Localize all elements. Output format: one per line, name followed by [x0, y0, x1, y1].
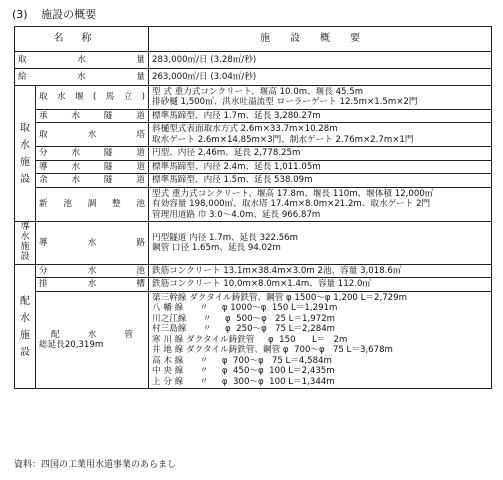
- intake-volume-label: 取水量: [15, 52, 149, 69]
- facility-table: [14, 26, 492, 389]
- pipe-name: 配水管: [51, 329, 133, 340]
- row-name: 排水槽: [36, 278, 149, 291]
- table-row: [15, 222, 492, 265]
- table-header-row: [15, 27, 492, 52]
- section-heading: [12, 6, 96, 22]
- row-description: 鉄筋コンクリート 10.0m×8.0m×1.4m、容量 112.0㎥: [149, 278, 492, 291]
- intake-volume-value: 283,000㎥/日 (3.28㎥/秒): [149, 52, 492, 69]
- row-description: 標準馬蹄型、内径 1.7m、延長 3,280.27m: [149, 109, 492, 122]
- row-description: 型 式 重力式コンクリート、堰高 10.0m、堰長 45.5m 排砂樋 1,500㎥、洪水吐溢流型 ローラーゲート 12.5m×1.5m×2門: [149, 86, 492, 110]
- row-name: 分水池: [36, 264, 149, 277]
- table-row: [15, 147, 492, 160]
- header-description: 施設概要: [149, 27, 492, 52]
- row-description: 円型隧道 内径 1.7m、延長 322.56m 鋼管 口径 1.65m、延長 94.02m: [149, 222, 492, 265]
- table-row: [15, 264, 492, 277]
- conveyance-category-label: 導水施設: [15, 222, 36, 265]
- pipe-lines-list: 第三幹線 ダクタイル鋳鉄管、鋼管 φ 1500～φ 1,200 L＝2,729m 八 幡 線 〃 φ 1000～φ 150 L＝1,291m 川之江線 〃 φ 500～φ 25 L＝1,972m 村三島線 〃 φ 250～φ 75 L＝2,284m 寒 川 線 ダクタイル鋳鉄管 φ 150 L＝ 2m 井 地 線 ダクタイル鋳鉄管、鋼管 φ 700～φ 75 L＝3,678m 高 木 線 〃 φ 700～φ 75 L＝4,584m 中 央 線 〃 φ 450～φ 100 L＝2,435m 上 分 線 〃 φ 300～φ 100 L＝1,344m: [149, 291, 492, 388]
- distribution-category-label: 配水施設: [15, 264, 36, 388]
- row-name: 取水堰(馬立): [36, 86, 149, 110]
- section-number: (3): [12, 8, 28, 21]
- table-row: [15, 278, 492, 291]
- row-description: 型式 重力式コンクリート、堰高 17.8m、堰長 110m、堰体積 12,000㎥ 有効容量 198,000㎥、取水塔 17.4m×8.0m×21.2m、取水ゲート 2門 管理用道路 巾 3.0～4.0m、延長 966.87m: [149, 187, 492, 221]
- row-name: 取水塔: [36, 123, 149, 147]
- table-row: [15, 187, 492, 221]
- row-name: 分水隧道: [36, 147, 149, 160]
- supply-volume-value: 263,000㎥/日 (3.04㎥/秒): [149, 69, 492, 86]
- row-description: 標準馬蹄型、内径 1.5m、延長 538.09m: [149, 174, 492, 187]
- intake-category-label: 取水施設: [15, 86, 36, 222]
- row-description: 斜樋型式表面取水方式 2.6m×33.7m×10.28m 取水ゲート 2.6m×14.85m×3門、制水ゲート 2.76m×2.7m×1門: [149, 123, 492, 147]
- table-row: [15, 86, 492, 110]
- row-name: 導水路: [36, 222, 149, 265]
- row-name: 新池調整池: [36, 187, 149, 221]
- table-row-supply-volume: [15, 69, 492, 86]
- pipe-total-length: 総延長20,319m: [39, 340, 104, 351]
- table-row: [15, 174, 492, 187]
- table-row: [15, 291, 492, 388]
- supply-volume-label: 給水量: [15, 69, 149, 86]
- row-description: 円型、内径 2.46m、延長 2,778.25m: [149, 147, 492, 160]
- row-name: 余水隧道: [36, 174, 149, 187]
- table-row-intake-volume: [15, 52, 492, 69]
- section-title: 施設の概要: [41, 8, 97, 21]
- table-row: [15, 123, 492, 147]
- row-description: 鉄筋コンクリート 13.1m×38.4m×3.0m 2池、容量 3,018.6㎥: [149, 264, 492, 277]
- pipe-name-cell: [36, 291, 149, 388]
- row-name: 導水隧道: [36, 160, 149, 173]
- row-description: 標準馬蹄型、内径 2.4m、延長 1,011.05m: [149, 160, 492, 173]
- source-note: 資料：四国の工業用水道事業のあらまし: [14, 460, 177, 470]
- row-name: 承水隧道: [36, 109, 149, 122]
- header-name: 名称: [15, 27, 149, 52]
- table-row: [15, 160, 492, 173]
- table-row: [15, 109, 492, 122]
